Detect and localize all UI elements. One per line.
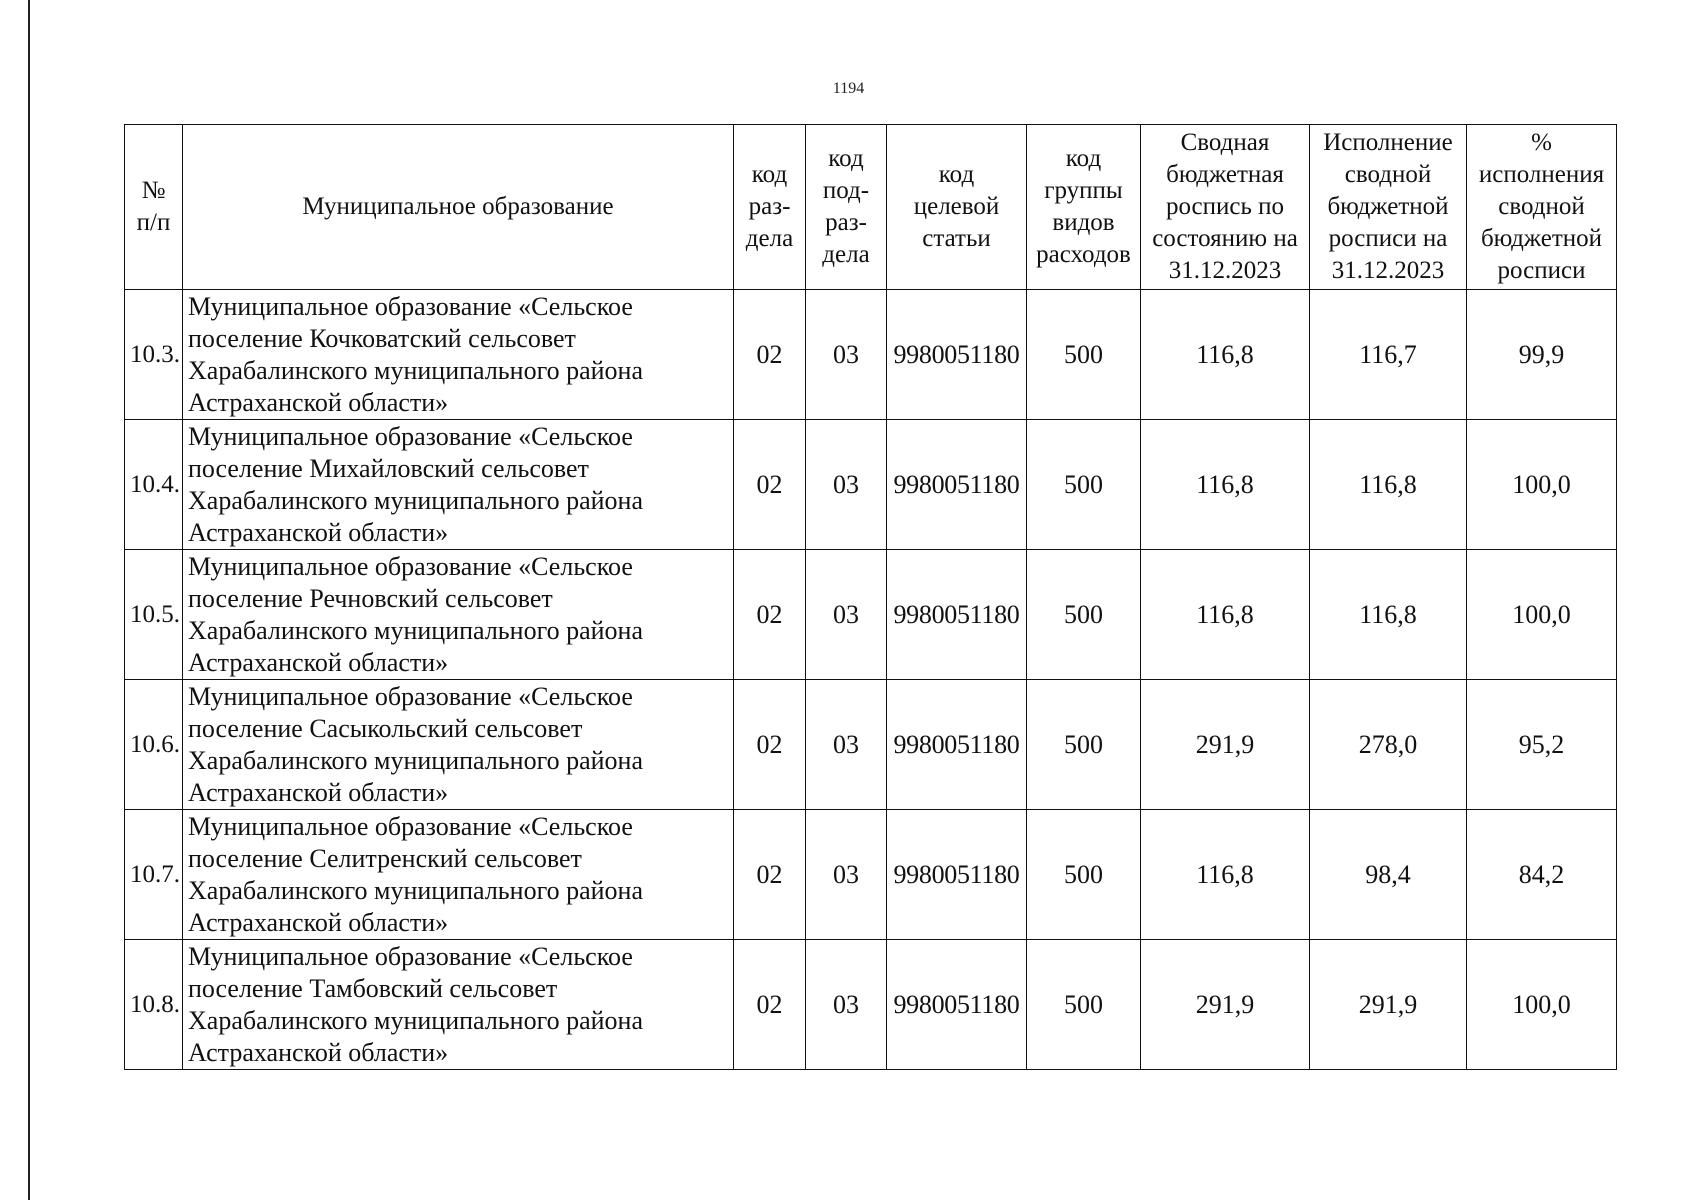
row-group: 500 (1027, 810, 1141, 940)
row-section: 02 (734, 420, 806, 550)
header-name: Муниципальное образование (183, 125, 734, 290)
row-percent: 95,2 (1467, 680, 1617, 810)
row-plan: 116,8 (1141, 290, 1310, 420)
row-name: Муниципальное образование «Сельское поселение Речновский сельсовет Харабалинского муниципального района Астраханской области» (183, 550, 734, 680)
row-percent: 84,2 (1467, 810, 1617, 940)
header-subsection: код под- раз- дела (806, 125, 887, 290)
row-num: 10.3. (125, 290, 183, 420)
row-name: Муниципальное образование «Сельское поселение Михайловский сельсовет Харабалинского муниципального района Астраханской области» (183, 420, 734, 550)
table-row (125, 810, 1617, 940)
header-group: код группы видов расходов (1027, 125, 1141, 290)
row-section: 02 (734, 550, 806, 680)
row-plan: 291,9 (1141, 940, 1310, 1070)
row-execution: 116,8 (1310, 550, 1467, 680)
row-group: 500 (1027, 940, 1141, 1070)
header-section: код раз- дела (734, 125, 806, 290)
header-plan: Сводная бюджетная роспись по состоянию на 31.12.2023 (1141, 125, 1310, 290)
row-subsection: 03 (806, 810, 887, 940)
row-section: 02 (734, 680, 806, 810)
row-name: Муниципальное образование «Сельское поселение Тамбовский сельсовет Харабалинского муниципального района Астраханской области» (183, 940, 734, 1070)
row-group: 500 (1027, 550, 1141, 680)
row-num: 10.8. (125, 940, 183, 1070)
table-row (125, 550, 1617, 680)
row-percent: 100,0 (1467, 550, 1617, 680)
row-execution: 98,4 (1310, 810, 1467, 940)
budget-execution-table (124, 124, 1617, 1070)
row-plan: 291,9 (1141, 680, 1310, 810)
row-target: 9980051180 (887, 680, 1027, 810)
row-num: 10.4. (125, 420, 183, 550)
row-execution: 278,0 (1310, 680, 1467, 810)
scan-left-edge (28, 0, 30, 1200)
row-plan: 116,8 (1141, 420, 1310, 550)
row-subsection: 03 (806, 550, 887, 680)
row-group: 500 (1027, 420, 1141, 550)
row-subsection: 03 (806, 680, 887, 810)
row-section: 02 (734, 810, 806, 940)
row-percent: 100,0 (1467, 420, 1617, 550)
row-target: 9980051180 (887, 550, 1027, 680)
table-row (125, 940, 1617, 1070)
row-target: 9980051180 (887, 810, 1027, 940)
row-plan: 116,8 (1141, 810, 1310, 940)
row-execution: 116,7 (1310, 290, 1467, 420)
row-name: Муниципальное образование «Сельское поселение Сасыкольский сельсовет Харабалинского муниципального района Астраханской области» (183, 680, 734, 810)
row-name: Муниципальное образование «Сельское поселение Кочковатский сельсовет Харабалинского муниципального района Астраханской области» (183, 290, 734, 420)
table-row (125, 680, 1617, 810)
row-subsection: 03 (806, 290, 887, 420)
row-target: 9980051180 (887, 290, 1027, 420)
row-execution: 116,8 (1310, 420, 1467, 550)
row-execution: 291,9 (1310, 940, 1467, 1070)
row-group: 500 (1027, 680, 1141, 810)
header-percent: % исполнения сводной бюджетной росписи (1467, 125, 1617, 290)
header-target: код целевой статьи (887, 125, 1027, 290)
row-group: 500 (1027, 290, 1141, 420)
row-num: 10.7. (125, 810, 183, 940)
header-num: № п/п (125, 125, 183, 290)
row-target: 9980051180 (887, 420, 1027, 550)
row-percent: 99,9 (1467, 290, 1617, 420)
table-row (125, 420, 1617, 550)
row-percent: 100,0 (1467, 940, 1617, 1070)
row-plan: 116,8 (1141, 550, 1310, 680)
page-number: 1194 (832, 80, 865, 97)
row-section: 02 (734, 290, 806, 420)
header-execution: Исполнение сводной бюджетной росписи на 31.12.2023 (1310, 125, 1467, 290)
row-subsection: 03 (806, 940, 887, 1070)
row-section: 02 (734, 940, 806, 1070)
row-num: 10.6. (125, 680, 183, 810)
row-subsection: 03 (806, 420, 887, 550)
table-header-row (125, 125, 1617, 290)
table-row (125, 290, 1617, 420)
row-name: Муниципальное образование «Сельское поселение Селитренский сельсовет Харабалинского муниципального района Астраханской области» (183, 810, 734, 940)
row-num: 10.5. (125, 550, 183, 680)
row-target: 9980051180 (887, 940, 1027, 1070)
